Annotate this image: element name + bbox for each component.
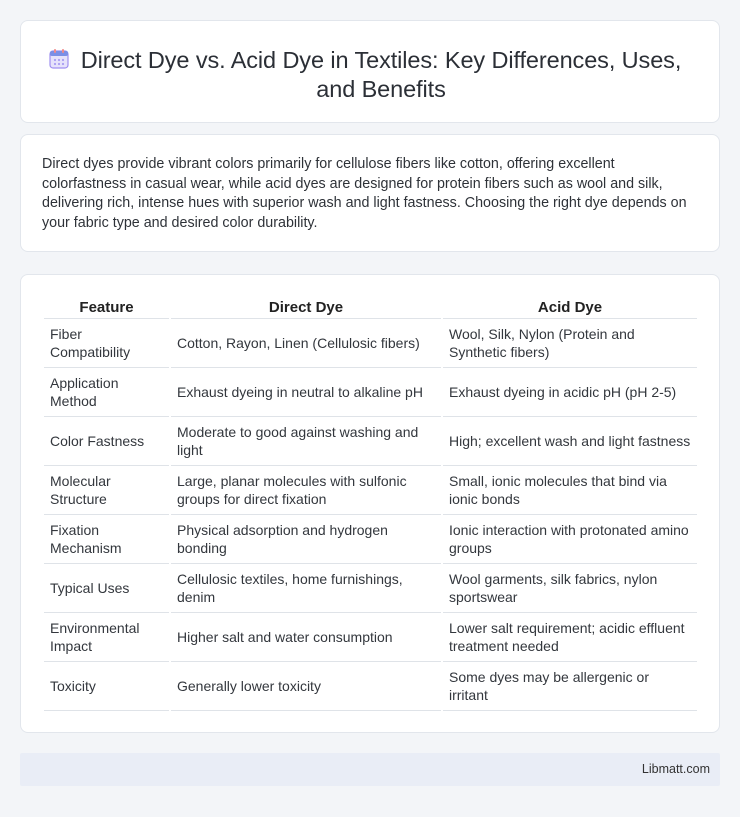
table-row (44, 368, 697, 417)
direct-dye-cell: Generally lower toxicity (171, 662, 441, 711)
footer-brand-link[interactable]: Libmatt.com (641, 762, 710, 776)
direct-dye-cell: Physical adsorption and hydrogen bonding (171, 515, 441, 564)
table-row (44, 417, 697, 466)
feature-cell: Color Fastness (44, 417, 169, 466)
table-row (44, 466, 697, 515)
summary-paragraph: Direct dyes provide vibrant colors primarily for cellulose fibers like cotton, offering excellent colorfastness in casual wear, while acid dyes are designed for protein fibers such as wool and silk, delivering rich, intense hues with superior wash and light fastness. Choosing the right dye depends on your fabric type and desired color durability. (42, 156, 687, 231)
column-header-feature: Feature (44, 295, 169, 319)
direct-dye-cell: Large, planar molecules with sulfonic groups for direct fixation (171, 466, 441, 515)
summary-card (20, 134, 720, 252)
feature-cell: Toxicity (44, 662, 169, 711)
feature-cell: Fixation Mechanism (44, 515, 169, 564)
acid-dye-cell: Exhaust dyeing in acidic pH (pH 2-5) (443, 368, 697, 417)
acid-dye-cell: Some dyes may be allergenic or irritant (443, 662, 697, 711)
acid-dye-cell: Ionic interaction with protonated amino groups (443, 515, 697, 564)
column-header-direct-dye: Direct Dye (171, 295, 441, 319)
table-header-row (44, 295, 697, 319)
comparison-table (42, 295, 699, 711)
direct-dye-cell: Higher salt and water consumption (171, 613, 441, 662)
acid-dye-cell: Wool, Silk, Nylon (Protein and Synthetic fibers) (443, 319, 697, 368)
direct-dye-cell: Exhaust dyeing in neutral to alkaline pH (171, 368, 441, 417)
table-row (44, 564, 697, 613)
direct-dye-cell: Cotton, Rayon, Linen (Cellulosic fibers) (171, 319, 441, 368)
feature-cell: Fiber Compatibility (44, 319, 169, 368)
table-row (44, 662, 697, 711)
acid-dye-cell: Wool garments, silk fabrics, nylon sportswear (443, 564, 697, 613)
acid-dye-cell: Small, ionic molecules that bind via ionic bonds (443, 466, 697, 515)
feature-cell: Environmental Impact (44, 613, 169, 662)
header-card (20, 20, 720, 123)
footer-bar (20, 753, 720, 786)
column-header-acid-dye: Acid Dye (443, 295, 697, 319)
direct-dye-cell: Moderate to good against washing and light (171, 417, 441, 466)
acid-dye-cell: Lower salt requirement; acidic effluent treatment needed (443, 613, 697, 662)
table-row (44, 613, 697, 662)
comparison-table-card (20, 274, 720, 733)
table-row (44, 319, 697, 368)
acid-dye-cell: High; excellent wash and light fastness (443, 417, 697, 466)
direct-dye-cell: Cellulosic textiles, home furnishings, denim (171, 564, 441, 613)
feature-cell: Typical Uses (44, 564, 169, 613)
table-row (44, 515, 697, 564)
feature-cell: Application Method (44, 368, 169, 417)
page-title: Direct Dye vs. Acid Dye in Textiles: Key Differences, Uses, and Benefits (80, 47, 682, 102)
feature-cell: Molecular Structure (44, 466, 169, 515)
